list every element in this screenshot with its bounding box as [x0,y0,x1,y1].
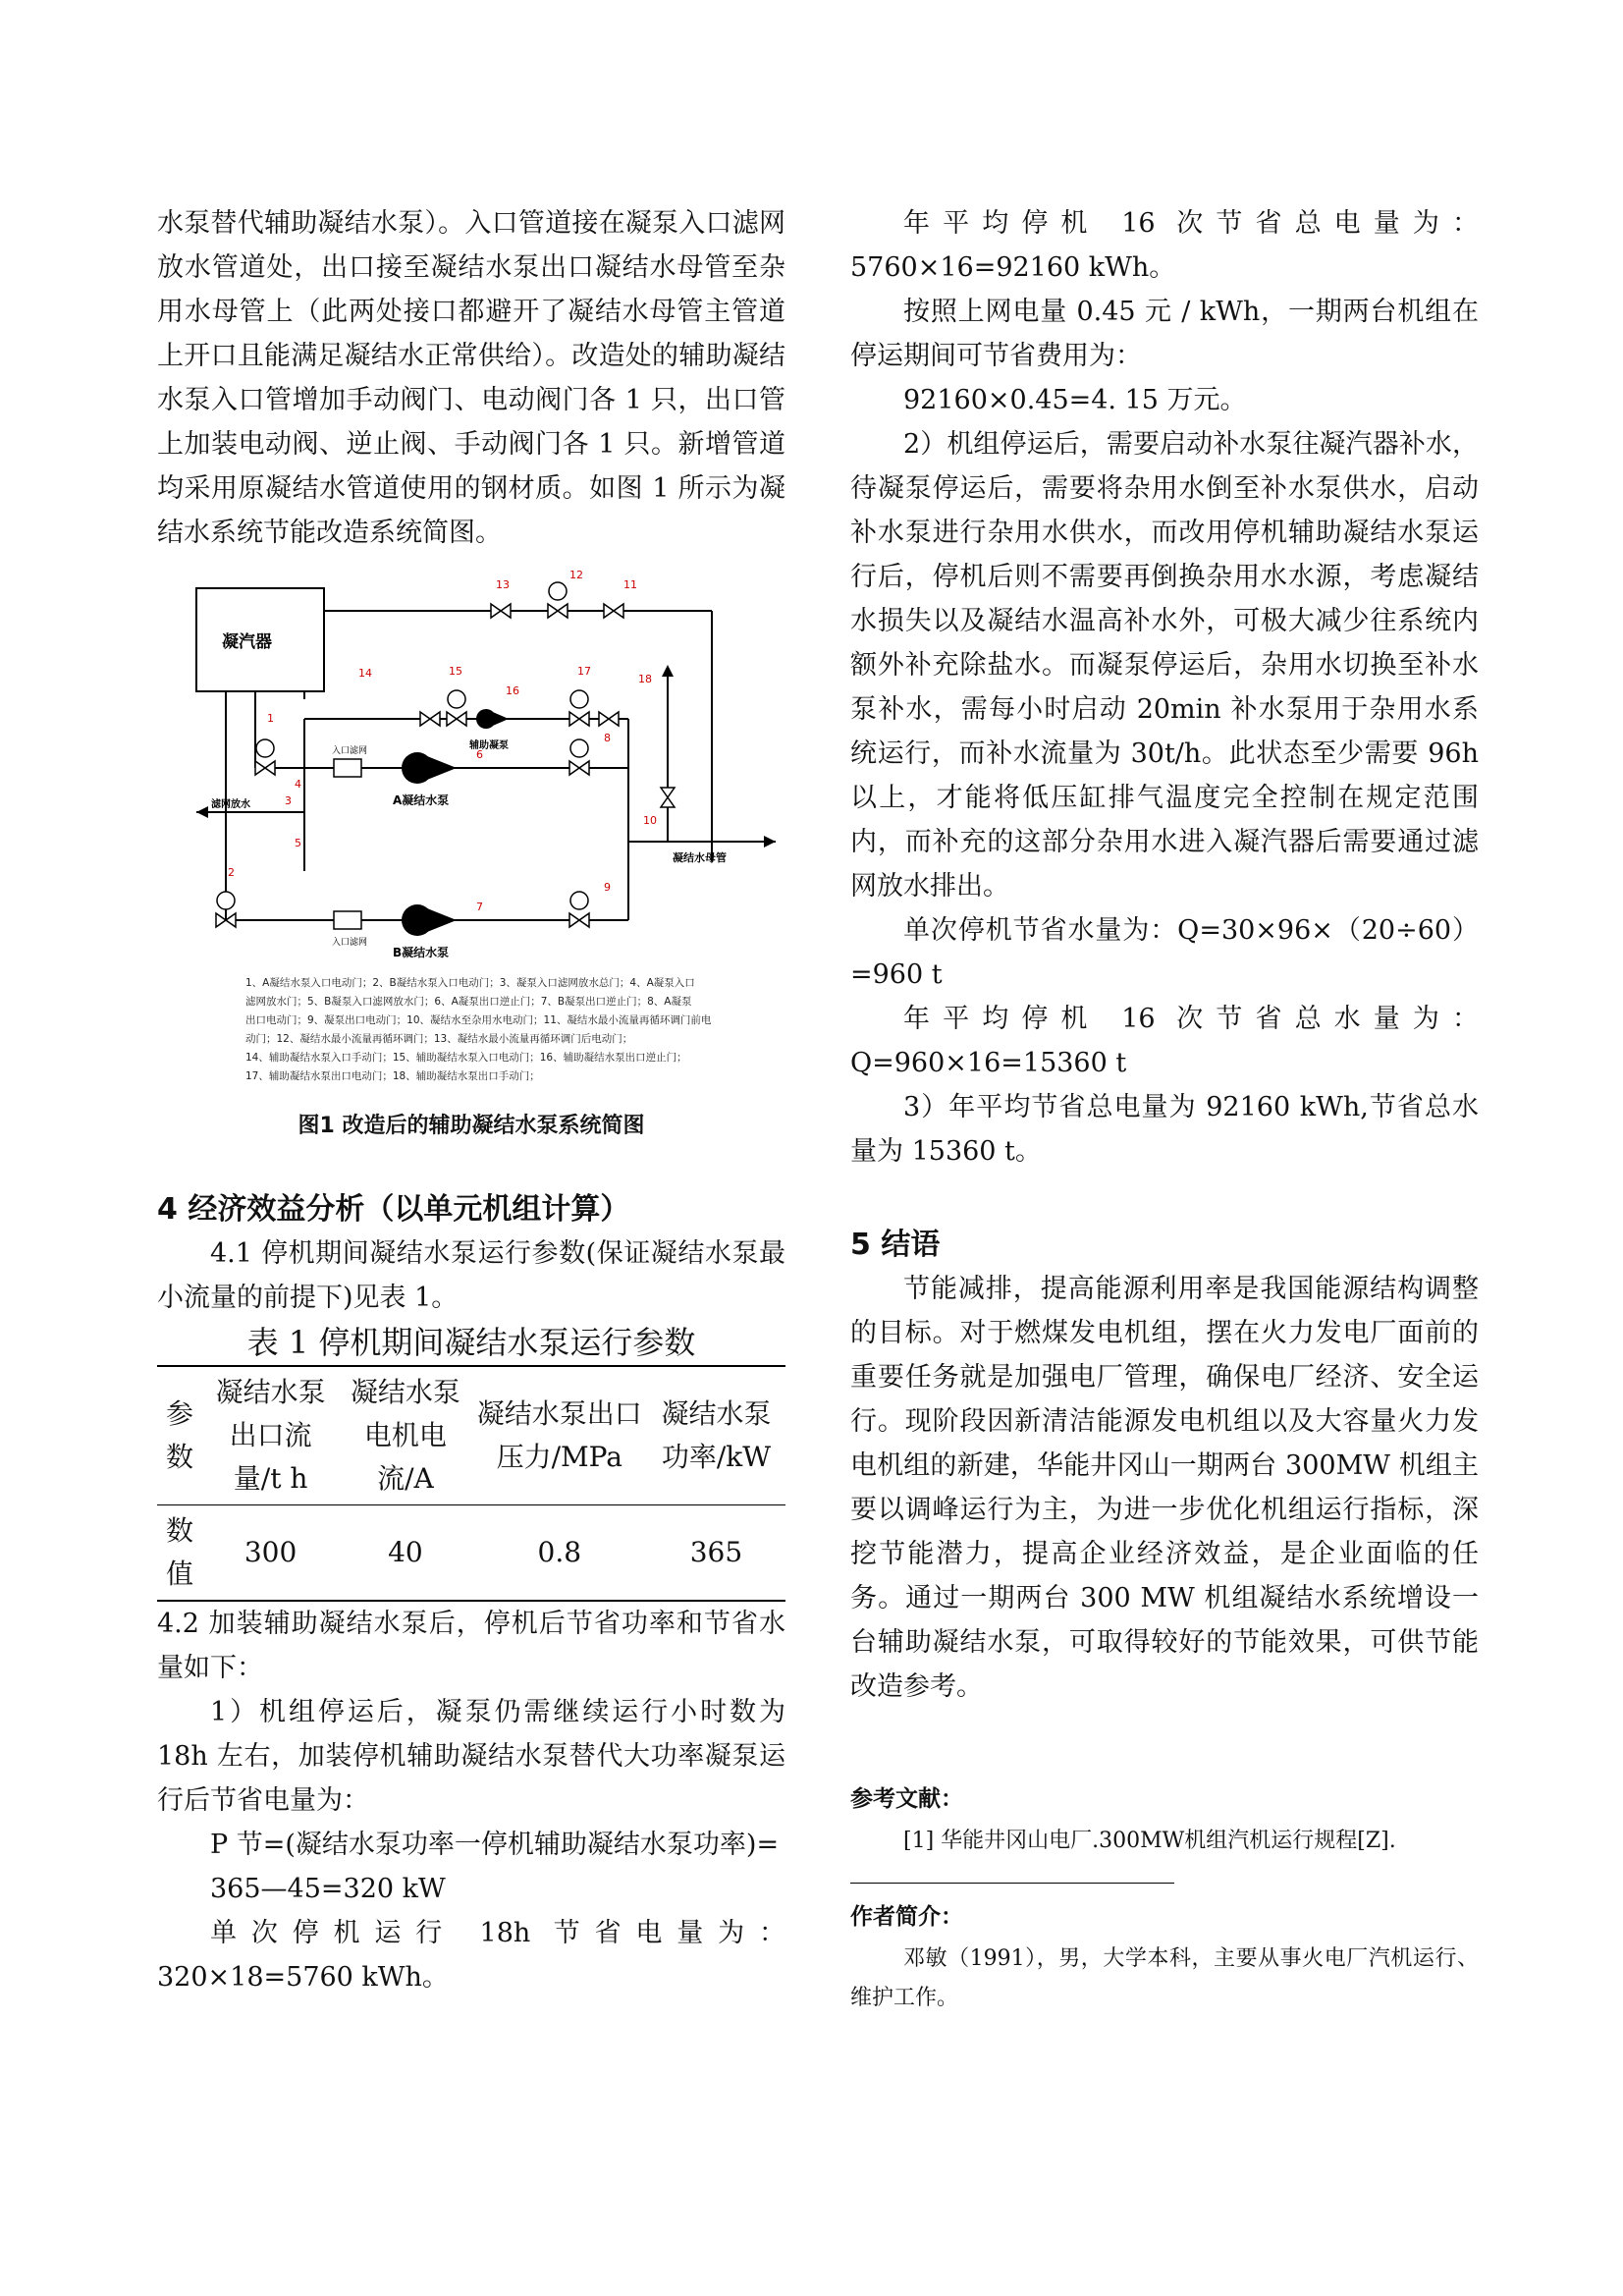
th-pressure: 凝结水泵出口压力/MPa [472,1366,647,1505]
author-bio: 邓敏（1991），男，大学本科，主要从事火电厂汽机运行、维护工作。 [850,1946,1479,2010]
td-power: 365 [647,1505,785,1602]
conclusion: 节能减排，提高能源利用率是我国能源结构调整的目标。对于燃煤发电机组，摆在火力发电厂面前的重要任务就是加强电厂管理，确保电厂经济、安全运行。现阶段因新清洁能源发电机组以及大容量火力发电机组的新建，华能井冈山一期两台 300MW 机组主要以调峰运行为主，为进一步优化机组运行指标，深挖节能潜力，提高企业经济效益，是企业面临的任务。通过一期两台 300 MW 机组凝结水系统增设一台辅助凝结水泵，可取得较好的节能效果，可供节能改造参考。 [850,1274,1479,1702]
right-column [850,201,1479,2018]
th-param: 参数 [157,1366,202,1505]
table-title: 表 1 停机期间凝结水泵运行参数 [246,1324,696,1361]
figure-1 [157,567,785,1112]
td-current: 40 [339,1505,471,1602]
figure-legend: 1、A凝结水泵入口电动门；2、B凝结水泵入口电动门；3、凝泵入口滤网放水总门；4、A凝泵入口 滤网放水门；5、B凝泵入口滤网放水门；6、A凝泵出口逆止门；7、B凝泵出口逆止门；8、A凝泵 出口电动门；9、凝泵出口电动门；10、凝结水至杂用水电动门；11、凝结水最小流量再循环调门前电 动门；12、凝结水最小流量再循环调门；13、凝结水最小流量再循环调门后电动门； 14、辅助凝结水泵入口手动门；15、辅助凝结水泵入口电动门；16、辅助凝结水泵出口逆止门； 17、辅助凝结水泵出口电动门；18、辅助凝结水泵出口手动门； [245,977,712,1082]
footnote-rule [850,1883,1174,1884]
svg-text:2: 2 [228,866,235,879]
single-stop-water: 单次停机节省水量为：Q=30×96×（20÷60）=960 t [850,915,1479,990]
td-flow: 300 [202,1505,339,1602]
svg-text:1: 1 [267,712,274,725]
figure-caption: 图1 改造后的辅助凝结水泵系统简图 [298,1114,645,1138]
th-flow: 凝结水泵出口流量/t h [202,1366,339,1505]
svg-text:18: 18 [638,673,652,685]
svg-text:9: 9 [604,881,611,894]
svg-text:17: 17 [577,665,591,678]
condenser-label: 凝汽器 [222,632,272,652]
th-current: 凝结水泵电机电流/A [339,1366,471,1505]
inlet-filter-b-label: 入口滤网 [332,938,368,948]
svg-text:7: 7 [476,901,483,913]
references-heading: 参考文献： [850,1786,963,1812]
para-4-2-1: 1）机组停运后，凝泵仍需继续运行小时数为 18h 左右，加装停机辅助凝结水泵替代大功率凝泵运行后节省电量为： [157,1697,785,1816]
section-4-heading: 4 经济效益分析（以单元机组计算） [157,1192,630,1227]
author-heading: 作者简介： [850,1904,963,1930]
td-label: 数值 [157,1505,202,1602]
inlet-filter-a-label: 入口滤网 [332,746,368,756]
para-4-1: 4.1 停机期间凝结水泵运行参数(保证凝结水泵最小流量的前提下)见表 1。 [157,1238,785,1313]
formula-p: P 节=(凝结水泵功率一停机辅助凝结水泵功率)= [210,1830,780,1860]
price-text: 按照上网电量 0.45 元 / kWh，一期两台机组在停运期间可节省费用为： [850,297,1479,371]
svg-text:11: 11 [623,578,637,591]
para-4-2: 4.2 加装辅助凝结水泵后，停机后节省功率和节省水量如下： [157,1609,785,1683]
th-power: 凝结水泵功率/kW [647,1366,785,1505]
intro-paragraph: 水泵替代辅助凝结水泵）。入口管道接在凝泵入口滤网放水管道处，出口接至凝结水泵出口凝结水母管至杂用水母管上（此两处接口都避开了凝结水母管主管道上开口且能满足凝结水正常供给）。改造处的辅助凝结水泵入口管增加手动阀门、电动阀门各 1 只，出口管上加装电动阀、逆止阀、手动阀门各 1 只。新增管道均采用原凝结水管道使用的钢材质。如图 1 所示为凝结水系统节能改造系统简图。 [157,208,785,548]
para-3: 3）年平均节省总电量为 92160 kWh,节省总水量为 15360 t。 [850,1092,1479,1167]
section-5-heading: 5 结语 [850,1228,941,1262]
svg-text:10: 10 [643,814,657,827]
left-column [157,201,785,1999]
svg-text:6: 6 [476,748,483,761]
aux-pump-label: 辅助凝泵 [469,740,509,751]
svg-text:14: 14 [358,667,372,680]
svg-text:5: 5 [295,837,301,849]
single-stop-power: 单次停机运行 18h 节省电量为：320×18=5760 kWh。 [157,1918,785,1993]
svg-text:3: 3 [285,794,292,807]
svg-text:16: 16 [506,684,519,697]
params-table [157,1365,785,1602]
svg-text:4: 4 [295,778,301,791]
filter-drain-label: 滤网放水 [211,799,250,810]
annual-power: 年平均停机 16 次节省总电量为：5760×16=92160 kWh。 [850,208,1479,283]
cost-saving: 92160×0.45=4. 15 万元。 [903,385,1247,415]
reference-1: [1] 华能井冈山电厂.300MW机组汽机运行规程[Z]. [903,1829,1396,1853]
formula-result: 365—45=320 kW [210,1874,446,1904]
svg-text:12: 12 [569,569,583,581]
pump-a-label: A凝结水泵 [393,793,450,807]
main-header-label: 凝结水母管 [673,851,727,864]
td-pressure: 0.8 [472,1505,647,1602]
svg-text:8: 8 [604,732,611,744]
annual-water: 年平均停机 16 次节省总水量为：Q=960×16=15360 t [850,1004,1479,1078]
svg-text:13: 13 [496,578,510,591]
para-2: 2）机组停运后，需要启动补水泵往凝汽器补水，待凝泵停运后，需要将杂用水倒至补水泵供水，启动补水泵进行杂用水供水，而改用停机辅助凝结水泵运行后，停机后则不需要再倒换杂用水水源，考虑凝结水损失以及凝结水温高补水外，可极大减少往系统内额外补充除盐水。而凝泵停运后，杂用水切换至补水泵补水，需每小时启动 20min 补水泵用于杂用水系统运行，而补水流量为 30t/h。此状态至少需要 96h 以上，才能将低压缸排气温度完全控制在规定范围内，而补充的这部分杂用水进入凝汽器后需要通过滤网放水排出。 [850,429,1479,902]
pump-b-label: B凝结水泵 [393,946,450,959]
svg-text:15: 15 [449,665,462,678]
